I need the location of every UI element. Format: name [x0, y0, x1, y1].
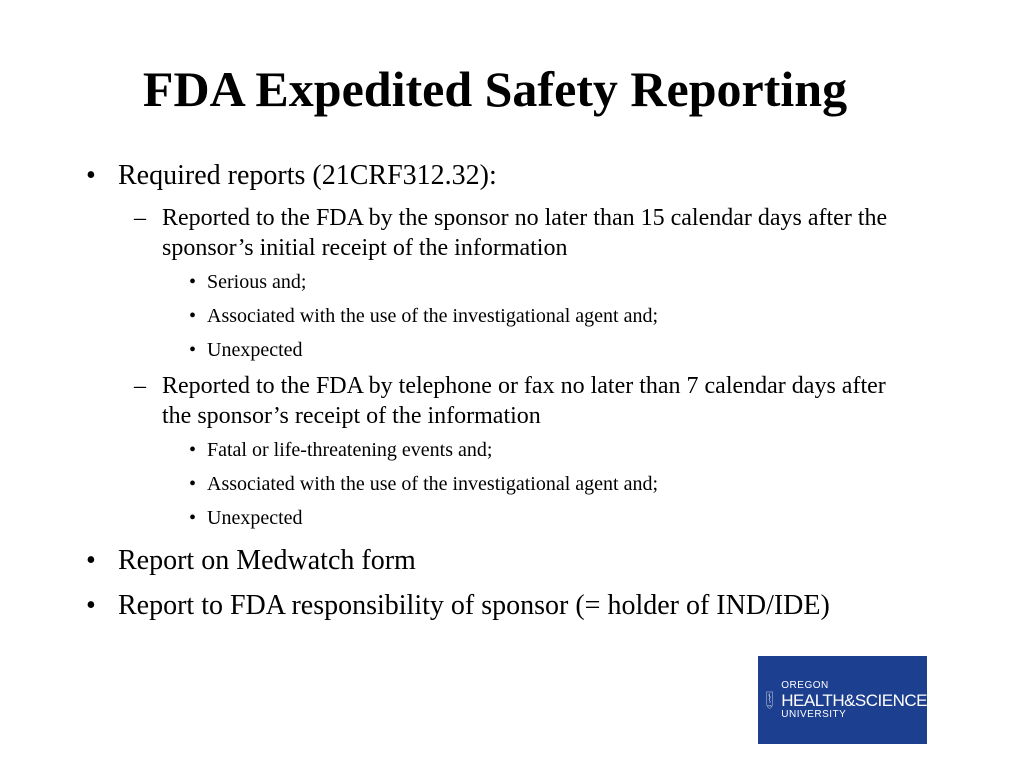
bullet-marker: •	[86, 545, 96, 576]
ohsu-logo	[758, 656, 927, 744]
criterion-text: Associated with the use of the investigational agent and;	[207, 305, 658, 327]
criterion-text: Associated with the use of the investigational agent and;	[207, 473, 658, 495]
ohsu-emblem-text: OHSU	[767, 706, 772, 708]
bullet-medwatch	[80, 543, 920, 578]
criterion-item	[187, 437, 920, 463]
dash-marker: –	[134, 205, 146, 231]
logo-wordmark	[781, 681, 927, 720]
slide-title: FDA Expedited Safety Reporting	[142, 61, 848, 117]
logo-line-oregon: OREGON	[781, 679, 829, 691]
bullet-marker: •	[189, 473, 197, 495]
criterion-text: Serious and;	[207, 271, 307, 293]
ohsu-emblem-icon	[766, 665, 773, 735]
bullet-required-reports	[80, 158, 920, 193]
logo-line-health-science: HEALTH&SCIENCE	[781, 690, 927, 710]
bullet-sponsor-responsibility	[80, 588, 920, 623]
bullet-text: Report on Medwatch form	[118, 545, 416, 576]
criterion-text: Unexpected	[207, 339, 303, 361]
sub-bullet-text: Reported to the FDA by the sponsor no later than 15 calendar days after the sponsor’s initial receipt of the information	[162, 205, 888, 261]
logo-line-university: UNIVERSITY	[781, 708, 847, 720]
bullet-marker: •	[86, 160, 96, 191]
criterion-item	[187, 269, 920, 295]
criterion-item	[187, 505, 920, 531]
criterion-text: Fatal or life-threatening events and;	[207, 439, 493, 461]
bullet-text: Required reports (21CRF312.32):	[118, 160, 497, 191]
criterion-item	[187, 303, 920, 329]
bullet-marker: •	[189, 439, 197, 461]
criterion-item	[187, 471, 920, 497]
criterion-item	[187, 337, 920, 363]
bullet-marker: •	[189, 339, 197, 361]
sub-bullet-15-day	[124, 203, 920, 263]
bullet-marker: •	[86, 590, 96, 621]
bullet-marker: •	[189, 271, 197, 293]
bullet-marker: •	[189, 507, 197, 529]
criterion-text: Unexpected	[207, 507, 303, 529]
bullet-marker: •	[189, 305, 197, 327]
sub-bullet-7-day	[124, 371, 920, 431]
bullet-text: Report to FDA responsibility of sponsor (= holder of IND/IDE)	[118, 590, 830, 621]
sub-bullet-text: Reported to the FDA by telephone or fax no later than 7 calendar days after the sponsor’s receipt of the information	[162, 373, 886, 429]
dash-marker: –	[134, 373, 146, 399]
slide-body	[80, 158, 920, 633]
